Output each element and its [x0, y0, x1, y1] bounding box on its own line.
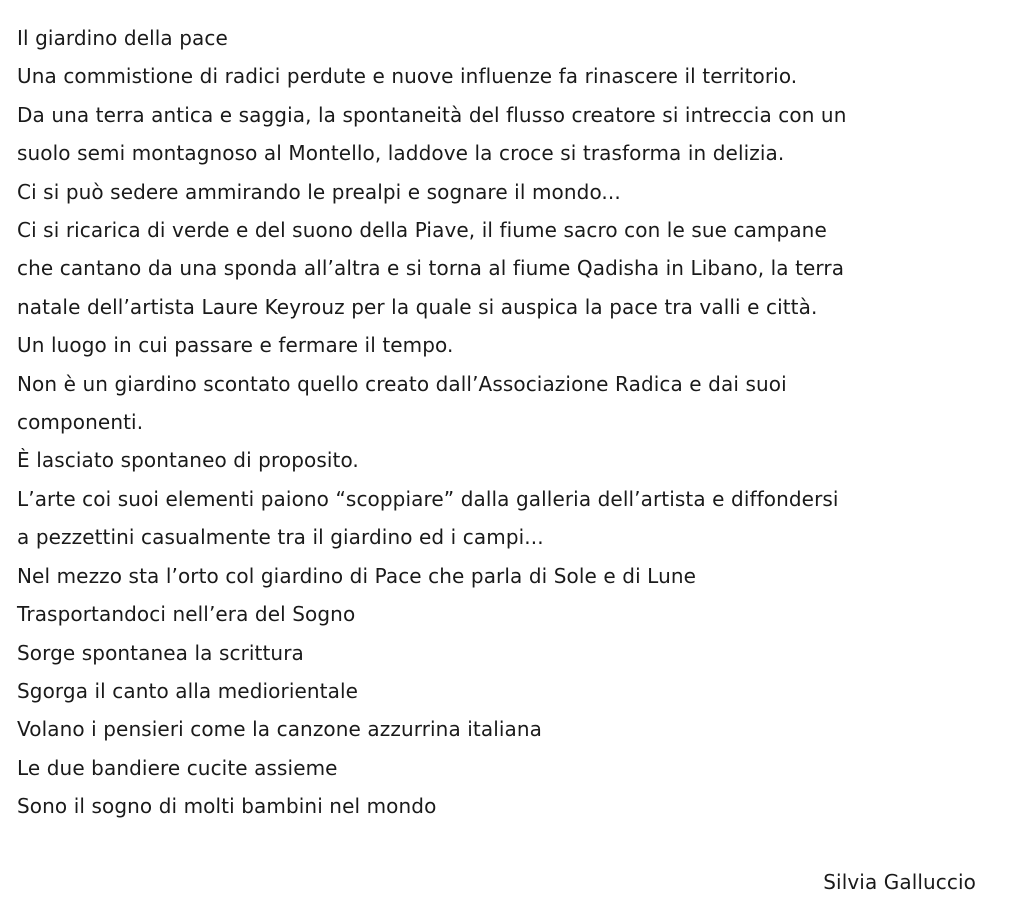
text-line: Una commistione di radici perdute e nuove influenze fa rinascere il territorio.	[17, 64, 798, 89]
text-line: Un luogo in cui passare e fermare il tempo.	[17, 333, 454, 358]
text-line: natale dell’artista Laure Keyrouz per la quale si auspica la pace tra valli e città.	[17, 294, 818, 319]
text-line: Ci si può sedere ammirando le prealpi e sognare il mondo...	[17, 179, 621, 204]
text-line: componenti.	[17, 410, 144, 435]
text-line: Nel mezzo sta l’orto col giardino di Pace che parla di Sole e di Lune	[17, 563, 697, 588]
text-line: Sono il sogno di molti bambini nel mondo	[17, 794, 437, 819]
author-signature: Silvia Galluccio	[823, 870, 976, 894]
poem-text	[17, 19, 977, 826]
text-line: Trasportandoci nell’era del Sogno	[17, 602, 356, 627]
text-line: Sorge spontanea la scrittura	[17, 640, 304, 665]
text-line: Sgorga il canto alla mediorientale	[17, 678, 359, 703]
text-line: suolo semi montagnoso al Montello, laddove la croce si trasforma in delizia.	[17, 141, 785, 166]
text-line: Ci si ricarica di verde e del suono della Piave, il fiume sacro con le sue campane	[17, 218, 827, 243]
text-line: a pezzettini casualmente tra il giardino ed i campi...	[17, 525, 544, 550]
text-line: L’arte coi suoi elementi paiono “scoppiare” dalla galleria dell’artista e diffondersi	[17, 486, 839, 511]
text-line: Da una terra antica e saggia, la spontaneità del flusso creatore si intreccia con un	[17, 102, 847, 127]
text-line: Volano i pensieri come la canzone azzurrina italiana	[17, 717, 543, 742]
text-line: che cantano da una sponda all’altra e si torna al fiume Qadisha in Libano, la terra	[17, 256, 845, 281]
poem-title: Il giardino della pace	[17, 26, 228, 50]
text-line: Le due bandiere cucite assieme	[17, 755, 338, 780]
text-line: Non è un giardino scontato quello creato dall’Associazione Radica e dai suoi	[17, 371, 787, 396]
text-line: È lasciato spontaneo di proposito.	[17, 448, 359, 473]
